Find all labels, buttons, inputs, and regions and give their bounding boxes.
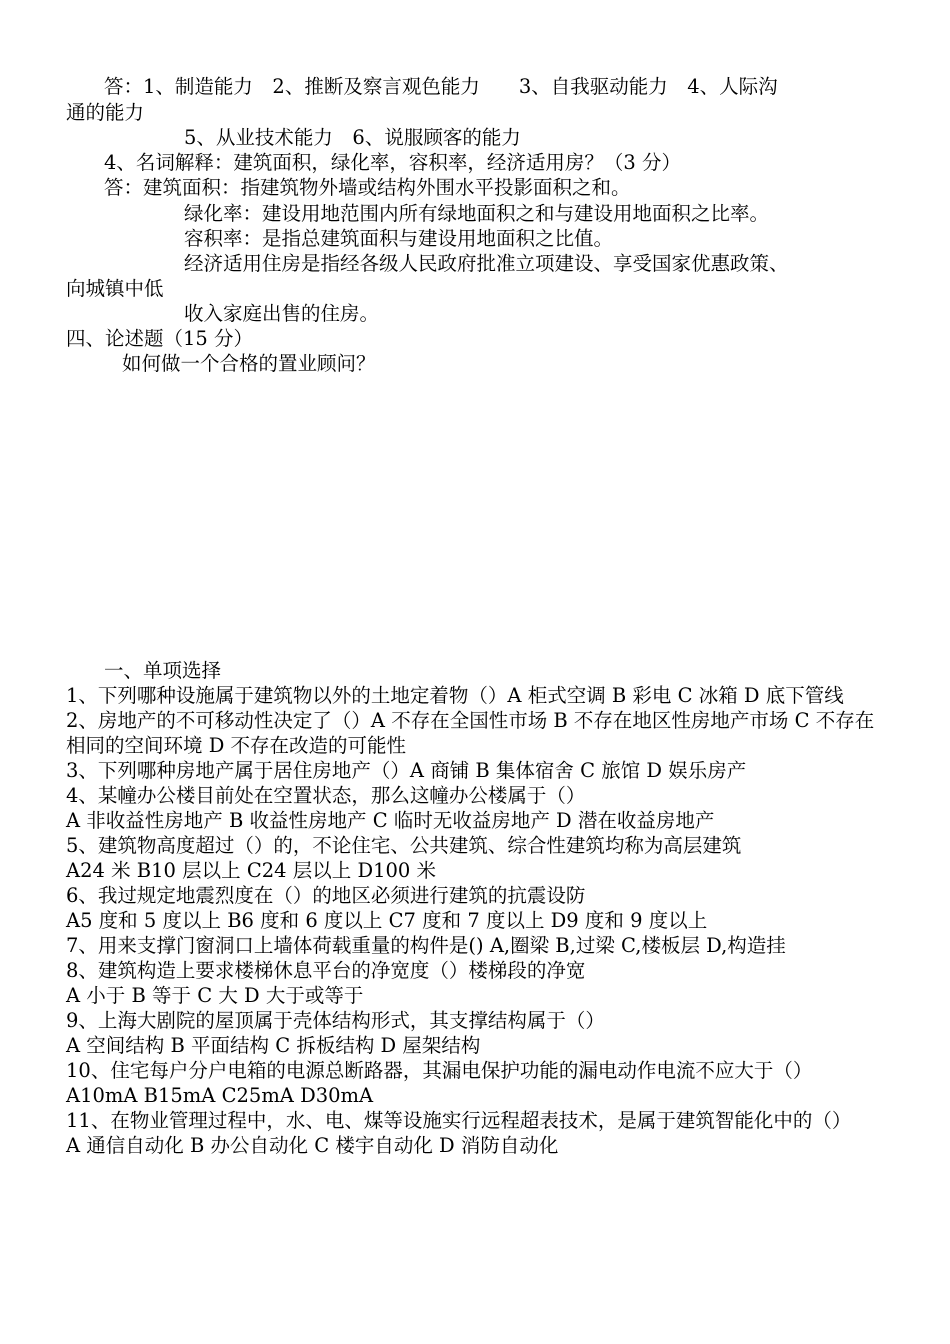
question-9-options: A 空间结构 B 平面结构 C 拆板结构 D 屋架结构: [66, 1034, 481, 1057]
question-11-options: A 通信自动化 B 办公自动化 C 楼宇自动化 D 消防自动化: [66, 1134, 559, 1157]
answer-4-plot-ratio: 容积率：是指总建筑面积与建设用地面积之比值。: [184, 227, 614, 250]
section-4-heading: 四、论述题（15 分）: [66, 327, 254, 350]
answer-4-affordable-housing: 经济适用住房是指经各级人民政府批准立项建设、享受国家优惠政策、: [184, 252, 789, 275]
question-9-stem: 9、上海大剧院的屋顶属于壳体结构形式，其支撑结构属于（）: [66, 1009, 605, 1032]
question-10-options: A10mA B15mA C25mA D30mA: [66, 1084, 374, 1107]
answer-3-line-2: 5、从业技术能力 6、说服顾客的能力: [184, 126, 521, 149]
question-6-options: A5 度和 5 度以上 B6 度和 6 度以上 C7 度和 7 度以上 D9 度和 9 度以上: [66, 909, 708, 932]
answer-4-affordable-housing-cont: 向城镇中低: [66, 277, 164, 300]
answer-3-line-1-cont: 通的能力: [66, 101, 145, 124]
question-5-stem: 5、建筑物高度超过（）的，不论住宅、公共建筑、综合性建筑均称为高层建筑: [66, 834, 742, 857]
answer-4-building-area: 答：建筑面积：指建筑物外墙或结构外围水平投影面积之和。: [104, 176, 631, 199]
single-choice-list: [66, 683, 892, 1158]
question-8-options: A 小于 B 等于 C 大 D 大于或等于: [66, 984, 364, 1007]
question-4-options: A 非收益性房地产 B 收益性房地产 C 临时无收益房地产 D 潜在收益房地产: [66, 809, 715, 832]
question-3: 3、下列哪种房地产属于居住房地产（）A 商铺 B 集体宿舍 C 旅馆 D 娱乐房产: [66, 759, 747, 782]
question-2: 2、房地产的不可移动性决定了（）A 不存在全国性市场 B 不存在地区性房地产市场 C 不存在相同的空间环境 D 不存在改造的可能性: [66, 709, 875, 757]
question-4: 4、名词解释：建筑面积，绿化率，容积率，经济适用房？（3 分）: [104, 151, 682, 174]
single-choice-heading: 一、单项选择: [104, 659, 222, 682]
question-11-stem: 11、在物业管理过程中，水、电、煤等设施实行远程超表技术，是属于建筑智能化中的（）: [66, 1109, 852, 1132]
answer-4-green-rate: 绿化率：建设用地范围内所有绿地面积之和与建设用地面积之比率。: [184, 202, 770, 225]
question-5-options: A24 米 B10 层以上 C24 层以上 D100 米: [66, 859, 437, 882]
question-8-stem: 8、建筑构造上要求楼梯休息平台的净宽度（）楼梯段的净宽: [66, 959, 586, 982]
answer-3-line-1: 答：1、制造能力 2、推断及察言观色能力 3、自我驱动能力 4、人际沟: [104, 75, 778, 98]
question-4-stem: 4、某幢办公楼目前处在空置状态，那么这幢办公楼属于（）: [66, 784, 586, 807]
question-7: 7、用来支撑门窗洞口上墙体荷载重量的构件是() A,圈梁 B,过梁 C,楼板层 D,构造挂: [66, 934, 786, 957]
essay-question: 如何做一个合格的置业顾问？: [122, 352, 376, 375]
question-10-stem: 10、住宅每户分户电箱的电源总断路器，其漏电保护功能的漏电动作电流不应大于（）: [66, 1059, 813, 1082]
answer-4-affordable-housing-end: 收入家庭出售的住房。: [184, 302, 380, 325]
question-1: 1、下列哪种设施属于建筑物以外的土地定着物（）A 柜式空调 B 彩电 C 冰箱 D 底下管线: [66, 684, 844, 707]
question-6-stem: 6、我过规定地震烈度在（）的地区必须进行建筑的抗震设防: [66, 884, 586, 907]
